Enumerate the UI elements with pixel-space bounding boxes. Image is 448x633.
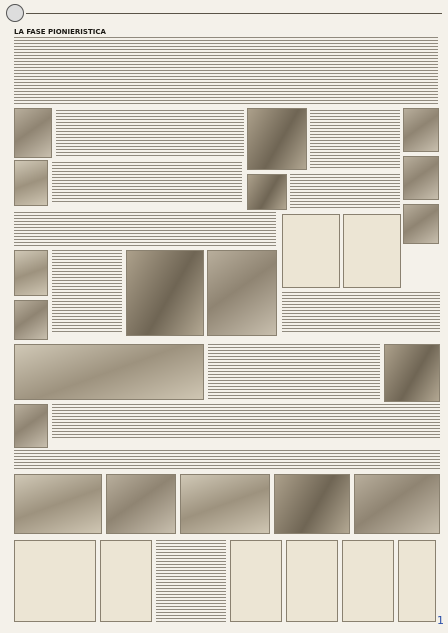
text-column-1 (56, 110, 244, 158)
portrait-photo-5 (403, 204, 439, 244)
text-column-7 (282, 292, 440, 334)
chapel-photo (354, 474, 440, 534)
document-scan-1 (14, 540, 96, 622)
text-column-5 (14, 212, 276, 246)
wrestler-photo (247, 108, 307, 170)
street-photo-1 (14, 474, 102, 534)
document-scan-6 (398, 540, 436, 622)
field-photo-wide (14, 344, 204, 400)
text-column-8 (208, 344, 380, 400)
federation-logo-icon (6, 4, 24, 22)
portrait-photo-1 (14, 108, 52, 158)
portrait-photo-8 (14, 404, 48, 448)
text-column-4 (290, 174, 400, 210)
portrait-photo-4 (14, 160, 48, 206)
header-rule (26, 13, 442, 14)
interior-photo (274, 474, 350, 534)
text-column-3 (52, 162, 242, 202)
newspaper-clipping-1 (282, 214, 340, 288)
page-title: LA FASE PIONIERISTICA (14, 28, 106, 36)
group-photo-small (247, 174, 287, 210)
page-number: 1 (437, 614, 444, 627)
text-column-9 (52, 404, 440, 438)
document-scan-4 (286, 540, 338, 622)
portrait-photo-7 (14, 300, 48, 340)
portrait-photo-3 (403, 156, 439, 200)
document-scan-5 (342, 540, 394, 622)
newspaper-clipping-2 (343, 214, 401, 288)
page-header (6, 4, 442, 20)
text-column-2 (310, 110, 400, 170)
street-photo-2 (106, 474, 176, 534)
text-column-6 (52, 250, 122, 334)
team-photo (384, 344, 440, 402)
portrait-photo-6 (14, 250, 48, 296)
document-scan-2 (100, 540, 152, 622)
document-scan-3 (230, 540, 282, 622)
portrait-photo-2 (403, 108, 439, 152)
text-column-11 (156, 540, 226, 622)
text-column-10 (14, 450, 440, 470)
building-photo (207, 250, 277, 336)
athlete-photo-large (126, 250, 204, 336)
intro-paragraph (14, 37, 438, 105)
street-photo-3 (180, 474, 270, 534)
